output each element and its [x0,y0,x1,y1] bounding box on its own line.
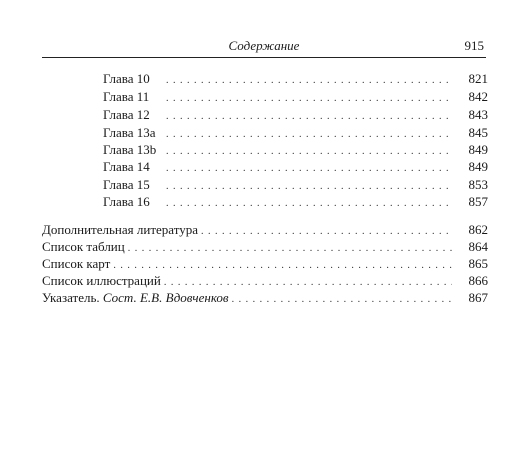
dot-leader [164,275,452,291]
dot-leader [166,109,452,125]
dot-leader [166,91,452,107]
toc-entry-page: 849 [468,159,488,174]
dot-leader [166,179,452,195]
index-title: Указатель. [42,290,100,305]
toc-entry-label: Глава 13b [103,142,157,157]
toc-entry-further-reading[interactable] [42,222,488,238]
toc-entry-chapter-14[interactable] [103,159,488,175]
toc-entry-page: 866 [468,273,488,288]
toc-entry-page: 857 [468,194,488,209]
toc-entry-label: Список таблиц [42,239,125,254]
dot-leader [113,258,452,274]
toc-entry-label: Список иллюстраций [42,273,161,288]
dot-leader [166,196,452,212]
dot-leader [128,241,452,257]
toc-entry-label: Глава 15 [103,177,150,192]
toc-entry-page: 842 [468,89,488,104]
toc-entry-list-of-illustrations[interactable] [42,273,488,289]
toc-entry-chapter-15[interactable] [103,177,488,193]
dot-leader [166,161,452,177]
dot-leader [166,73,452,89]
dot-leader [166,127,452,143]
page-number: 915 [464,38,484,53]
toc-entry-list-of-tables[interactable] [42,239,488,255]
toc-entry-page: 849 [468,142,488,157]
toc-entry-label: Глава 13a [103,125,156,140]
toc-entry-label: Глава 14 [103,159,150,174]
toc-entry-chapter-16[interactable] [103,194,488,210]
toc-entry-page: 865 [468,256,488,271]
dot-leader [201,224,452,240]
toc-entry-page: 853 [468,177,488,192]
index-compiler: Сост. Е.В. Вдовченков [102,290,229,305]
toc-entry-chapter-12[interactable] [103,107,488,123]
running-title: Содержание [228,38,300,53]
toc-entry-page: 864 [468,239,488,254]
running-header [42,37,486,58]
toc-entry-page: 843 [468,107,488,122]
toc-entry-label: Дополнительная литература [42,222,198,237]
toc-entry-label: Список карт [42,256,111,271]
dot-leader [166,144,452,160]
toc-entry-label: Глава 10 [103,71,150,86]
toc-entry-chapter-13a[interactable] [103,125,488,141]
toc-entry-list-of-maps[interactable] [42,256,488,272]
toc-entry-label: Глава 16 [103,194,150,209]
toc-entry-page: 821 [468,71,488,86]
dot-leader [232,292,452,308]
toc-entry-page: 862 [468,222,488,237]
toc-entry-page: 845 [468,125,488,140]
toc-entry-index[interactable] [42,290,488,306]
toc-entry-label: Глава 12 [103,107,150,122]
toc-entry-chapter-11[interactable] [103,89,488,105]
toc-entry-label [42,290,232,306]
toc-entry-chapter-10[interactable] [103,71,488,87]
toc-entry-label: Глава 11 [103,89,150,104]
toc-entry-page: 867 [468,290,488,305]
toc-entry-chapter-13b[interactable] [103,142,488,158]
